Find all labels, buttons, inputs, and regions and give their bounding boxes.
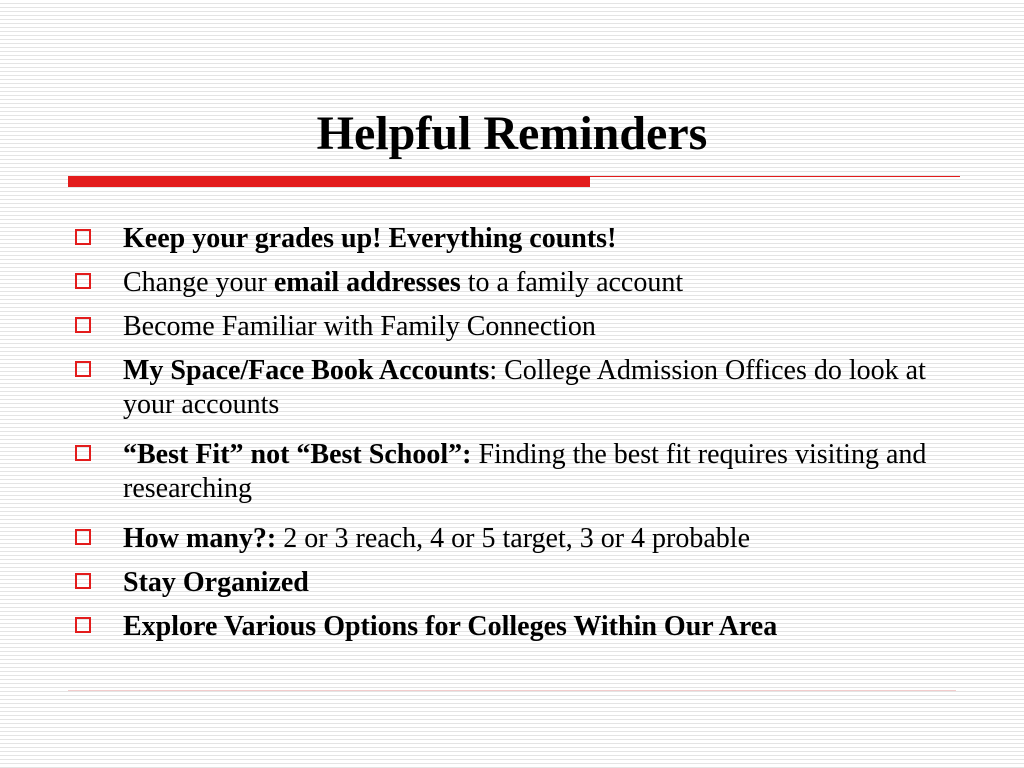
hollow-square-icon	[75, 445, 91, 461]
bullet-item	[72, 266, 952, 300]
bullet-item	[72, 566, 952, 600]
bullet-list	[72, 222, 952, 654]
bullet-bold-text: email addresses	[273, 267, 461, 298]
bullet-item	[72, 354, 952, 422]
bullet-bold-text: Explore Various Options for Colleges Within Our Area	[123, 611, 778, 642]
hollow-square-icon	[75, 273, 91, 289]
bullet-text: Become Familiar with Family Connection	[123, 311, 596, 342]
bullet-item	[72, 310, 952, 344]
bullet-item	[72, 610, 952, 644]
bullet-bold-text: How many?:	[123, 523, 277, 554]
bullet-text: : College Admission Offices do look at your accounts	[123, 355, 926, 420]
bullet-item	[72, 522, 952, 556]
bullet-bold-text: My Space/Face Book Accounts	[123, 355, 490, 386]
slide-title: Helpful Reminders	[316, 107, 708, 160]
bullet-text: Finding the best fit requires visiting and researching	[123, 439, 927, 504]
bullet-text: 2 or 3 reach, 4 or 5 target, 3 or 4 probable	[276, 523, 751, 554]
hollow-square-icon	[75, 229, 91, 245]
bullet-bold-text: Keep your grades up! Everything counts!	[123, 223, 617, 254]
hollow-square-icon	[75, 361, 91, 377]
bullet-bold-text: Stay Organized	[123, 567, 309, 598]
hollow-square-icon	[75, 317, 91, 333]
hollow-square-icon	[75, 529, 91, 545]
footer-divider	[68, 690, 956, 691]
bullet-text: Change your	[123, 267, 274, 298]
bullet-item	[72, 222, 952, 256]
hollow-square-icon	[75, 573, 91, 589]
title-underline-thick	[68, 176, 590, 187]
bullet-text: to a family account	[460, 267, 684, 298]
bullet-item	[72, 438, 952, 506]
hollow-square-icon	[75, 617, 91, 633]
title-underline-thin	[590, 176, 960, 177]
bullet-bold-text: “Best Fit” not “Best School”:	[123, 439, 472, 470]
